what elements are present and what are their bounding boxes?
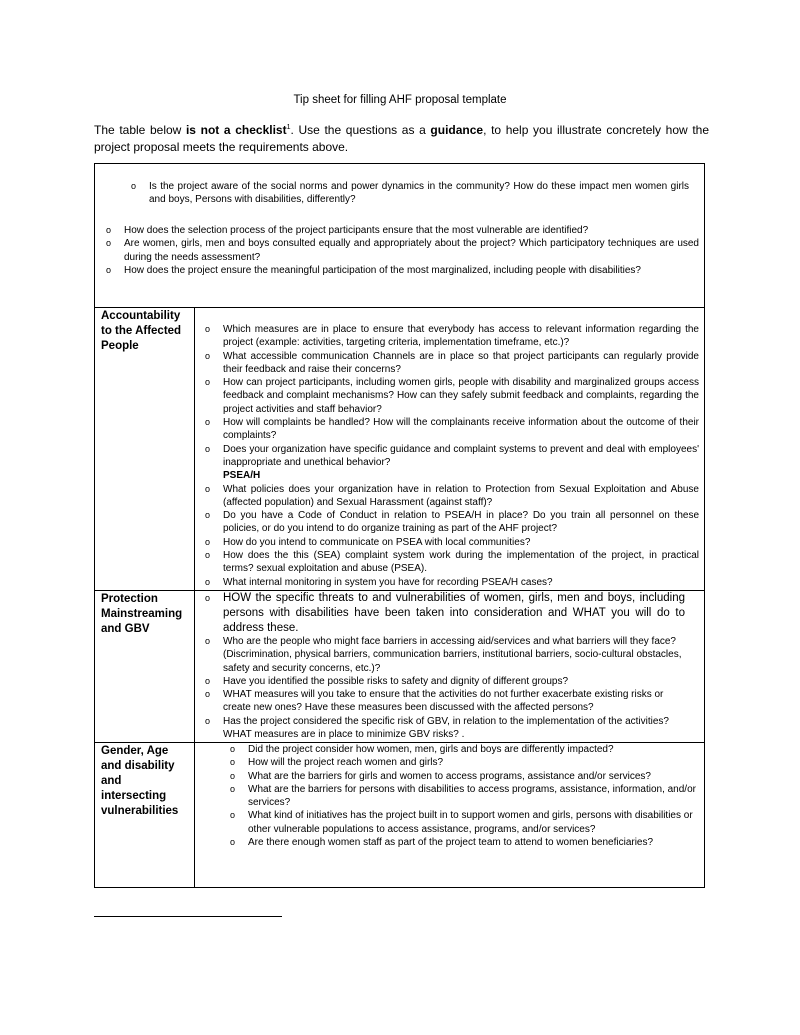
list-item — [205, 350, 699, 377]
list-item — [205, 509, 699, 536]
protection-first-list — [205, 591, 685, 636]
intro-text: The table below — [94, 123, 186, 137]
item-text: Has the project considered the specific risk of GBV, in relation to the implementation of the activities? WHAT measures are in place to minimize GBV risks? . — [223, 715, 669, 741]
row-divider — [95, 307, 704, 308]
list-item — [205, 715, 685, 742]
bullet-icon: o — [230, 757, 236, 768]
item-text: Is the project aware of the social norms and power dynamics in the community? How do these impact men women girls and boys, Persons with disabilities, differently? — [149, 181, 689, 206]
list-item — [205, 591, 685, 636]
list-item — [106, 224, 699, 237]
list-item — [230, 743, 698, 756]
item-text: Are there enough women staff as part of the project team to attend to women beneficiaries? — [248, 837, 654, 849]
bullet-icon: o — [205, 377, 211, 388]
bullet-icon: o — [230, 744, 236, 754]
intro-bold-guidance: guidance — [430, 123, 484, 137]
page-title: Tip sheet for filling AHF proposal template — [293, 94, 507, 106]
item-text: Have you identified the possible risks to safety and dignity of different groups? — [223, 675, 569, 687]
item-text: How do you intend to communicate on PSEA with local communities? — [223, 536, 531, 548]
item-text: What are the barriers for girls and women to access programs, assistance and/or services? — [248, 770, 651, 782]
intro-bold-checklist: is not a checklist — [185, 123, 287, 137]
bullet-icon: o — [230, 783, 236, 794]
item-text: HOW the specific threats to and vulnerabilities of women, girls, men and boys, including persons with disabilities have been taken into consideration and WHAT you will do to address these. — [223, 592, 685, 634]
item-text: What kind of initiatives has the project built in to support women and girls, persons with disabilities or other vulnerable populations to access assistance, programs, and/or services? — [248, 810, 693, 835]
list-item — [106, 264, 699, 277]
list-item — [205, 675, 685, 688]
bullet-icon: o — [205, 576, 211, 587]
bullet-icon: o — [230, 770, 236, 781]
bullet-icon: o — [205, 636, 211, 646]
list-item — [205, 323, 699, 350]
item-text: What policies does your organization have in relation to Protection from Sexual Exploitation and Abuse (affected population) and Sexual Harassment (against staff)? — [223, 483, 699, 508]
gender-list — [230, 743, 698, 849]
column-divider — [194, 307, 195, 888]
bullet-icon: o — [205, 350, 211, 361]
intro-text: . Use the questions as a — [290, 123, 431, 137]
bullet-icon: o — [205, 417, 211, 428]
item-text: Which measures are in place to ensure that everybody has access to relevant information regarding the project (example: activities, targeting criteria, implementation timeframe, etc.)? — [223, 324, 699, 349]
item-text: How will complaints be handled? How will the complainants receive information about the outcome of their complaints? — [223, 417, 699, 442]
subheading-psea: PSEA/H — [223, 470, 261, 482]
list-item — [205, 635, 685, 675]
item-text: WHAT measures will you take to ensure that the activities do not further exacerbate existing risks or create new ones? Have these measures been discussed with the affected persons? — [223, 689, 664, 714]
item-text: What internal monitoring in system you have for recording PSEA/H cases? — [223, 576, 553, 588]
footnote-separator — [94, 916, 282, 917]
list-item — [230, 770, 698, 783]
list-item — [205, 576, 699, 589]
list-item — [230, 756, 698, 769]
item-text: How will the project reach women and girls? — [248, 757, 444, 769]
footnote-marker: 1 — [286, 124, 291, 131]
list-item — [230, 809, 698, 836]
intro-paragraph — [94, 119, 709, 156]
list-item — [131, 180, 689, 207]
intro-text: , to help you illustrate concretely how the project proposal meets the requirements above. — [94, 123, 710, 154]
item-text: What accessible communication Channels are in place so that project participants can regularly provide their feedback and raise their concerns? — [223, 350, 699, 375]
list-item — [230, 783, 698, 810]
bullet-icon: o — [230, 837, 236, 848]
bullet-icon: o — [205, 715, 211, 726]
item-text: Do you have a Code of Conduct in relation to PSEA/H in place? Do you train all personnel on these policies, or do you intend to do organize training as part of the AHF project? — [223, 510, 699, 535]
list-item — [205, 416, 699, 443]
list-item — [205, 549, 699, 576]
row-label-protection: Protection Mainstreaming and GBV — [101, 593, 183, 635]
accountability-list — [205, 323, 699, 589]
item-text: How can project participants, including women girls, people with disability and marginalized groups access feedback and complaint mechanisms? How can they safely submit feedback and complaints, regarding the project activities and staff behavior? — [223, 377, 699, 415]
list-item — [106, 237, 699, 264]
bullet-icon: o — [205, 443, 211, 454]
bullet-icon: o — [106, 264, 112, 275]
bullet-icon: o — [106, 238, 112, 249]
item-text: Who are the people who might face barriers in accessing aid/services and what barriers will they face? (Discrimination, physical barriers, communication barriers, institutional barriers, socio-cultural obstacles, safety and security concerns, etc.)? — [223, 636, 682, 674]
item-text: Did the project consider how women, men, girls and boys are differently impacted? — [248, 744, 614, 755]
bullet-icon: o — [205, 510, 211, 521]
list-item — [205, 536, 699, 549]
item-text: How does the this (SEA) complaint system work during the implementation of the project, in practical terms? sexual exploitation and abuse (PSEA). — [223, 550, 699, 575]
bullet-icon: o — [205, 324, 211, 334]
bullet-icon: o — [205, 689, 211, 700]
list-item — [205, 483, 699, 510]
list-item — [205, 688, 685, 715]
top-list — [106, 224, 699, 277]
protection-list — [205, 635, 685, 741]
list-item — [205, 443, 699, 470]
item-text: What are the barriers for persons with disabilities to access programs, assistance, information, and/or services? — [248, 783, 696, 809]
bullet-icon: o — [205, 593, 211, 603]
bullet-icon: o — [205, 675, 211, 686]
row-label-accountability: Accountability to the Affected People — [101, 310, 182, 352]
bullet-icon: o — [106, 225, 112, 235]
bullet-icon: o — [131, 181, 137, 191]
bullet-icon: o — [205, 550, 211, 561]
item-text: How does the project ensure the meaningful participation of the most marginalized, including people with disabilities? — [124, 264, 641, 276]
bullet-icon: o — [230, 810, 236, 821]
list-item — [205, 376, 699, 416]
bullet-icon: o — [205, 483, 211, 494]
top-indented-list — [131, 180, 689, 207]
item-text: How does the selection process of the project participants ensure that the most vulnerable are identified? — [124, 225, 589, 236]
item-text: Are women, girls, men and boys consulted equally and appropriately about the project? Which participatory techniques are used during the needs assessment? — [124, 238, 699, 263]
item-text: Does your organization have specific guidance and complaint systems to prevent and deal with employees' inappropriate and unethical behavior? — [223, 443, 699, 468]
bullet-icon: o — [205, 536, 211, 547]
guidance-table — [94, 163, 705, 888]
list-item — [230, 836, 698, 849]
row-label-gender: Gender, Age and disability and intersecting vulnerabilities — [101, 745, 179, 817]
